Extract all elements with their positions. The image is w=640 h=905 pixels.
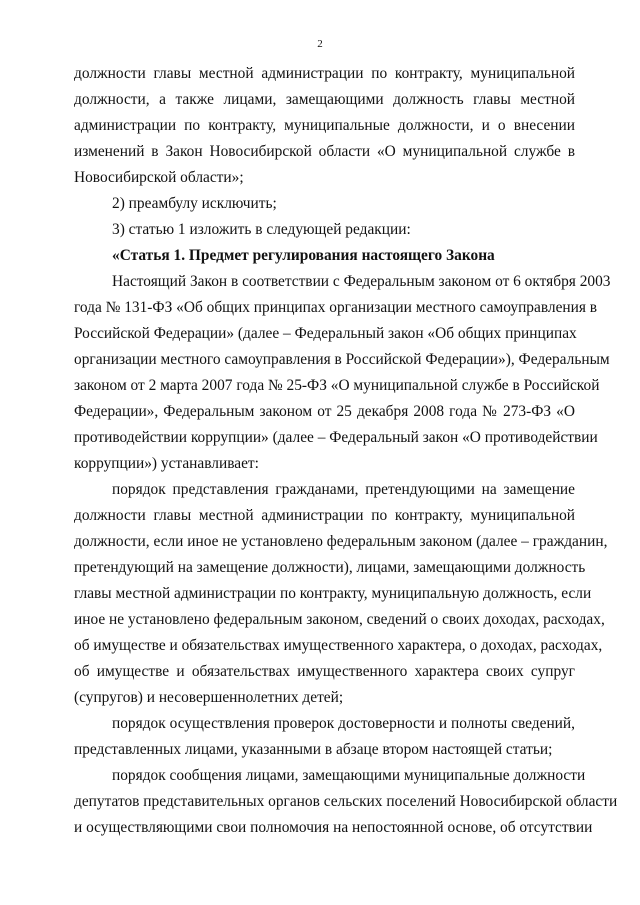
article-heading: «Статья 1. Предмет регулирования настоящего Закона bbox=[112, 247, 495, 264]
text-line: 3) статью 1 изложить в следующей редакции: bbox=[112, 221, 411, 238]
text-line: коррупции») устанавливает: bbox=[74, 455, 259, 472]
text-line: претендующий на замещение должности), лицами, замещающими должность bbox=[74, 559, 586, 576]
text-line: (супругов) и несовершеннолетних детей; bbox=[74, 689, 344, 706]
text-line: организации местного самоуправления в Российской Федерации»), Федеральным bbox=[74, 351, 610, 368]
text-line: противодействии коррупции» (далее – Федеральный закон «О противодействии bbox=[74, 429, 598, 446]
text-line: главы местной администрации по контракту, муниципальную должность, если bbox=[74, 585, 592, 602]
text-line: 2) преамбулу исключить; bbox=[112, 195, 277, 212]
text-line: Российской Федерации» (далее – Федеральный закон «Об общих принципах bbox=[74, 325, 577, 342]
text-line: об имуществе и обязательствах имущественного характера своих супруг bbox=[74, 663, 575, 680]
text-line: должности главы местной администрации по контракту, муниципальной bbox=[74, 65, 575, 82]
text-line: иное не установлено федеральным законом, сведений о своих доходах, расходах, bbox=[74, 611, 605, 628]
document-body bbox=[74, 61, 618, 841]
text-line: должности главы местной администрации по контракту, муниципальной bbox=[74, 507, 575, 524]
text-line: года № 131-ФЗ «Об общих принципах организации местного самоуправления в bbox=[74, 299, 598, 316]
text-line: Федерации», Федеральным законом от 25 декабря 2008 года № 273-ФЗ «О bbox=[74, 403, 575, 420]
page-number: 2 bbox=[317, 38, 323, 50]
text-line: и осуществляющими свои полномочия на непостоянной основе, об отсутствии bbox=[74, 819, 593, 836]
text-line: порядок представления гражданами, претендующими на замещение bbox=[112, 481, 575, 498]
text-line: депутатов представительных органов сельских поселений Новосибирской области bbox=[74, 793, 618, 810]
text-line: порядок осуществления проверок достоверности и полноты сведений, bbox=[112, 715, 575, 732]
text-line: представленных лицами, указанными в абзаце втором настоящей статьи; bbox=[74, 741, 553, 758]
text-line: должности, если иное не установлено федеральным законом (далее – гражданин, bbox=[74, 533, 608, 550]
text-line: Новосибирской области»; bbox=[74, 169, 244, 186]
text-line: об имуществе и обязательствах имущественного характера, о доходах, расходах, bbox=[74, 637, 603, 654]
text-line: порядок сообщения лицами, замещающими муниципальные должности bbox=[112, 767, 586, 784]
text-line: должности, а также лицами, замещающими должность главы местной bbox=[74, 91, 575, 108]
text-line: Настоящий Закон в соответствии с Федеральным законом от 6 октября 2003 bbox=[112, 273, 611, 290]
text-line: изменений в Закон Новосибирской области «О муниципальной службе в bbox=[74, 143, 575, 160]
text-line: администрации по контракту, муниципальные должности, и о внесении bbox=[74, 117, 575, 134]
text-line: законом от 2 марта 2007 года № 25-ФЗ «О муниципальной службе в Российской bbox=[74, 377, 600, 394]
